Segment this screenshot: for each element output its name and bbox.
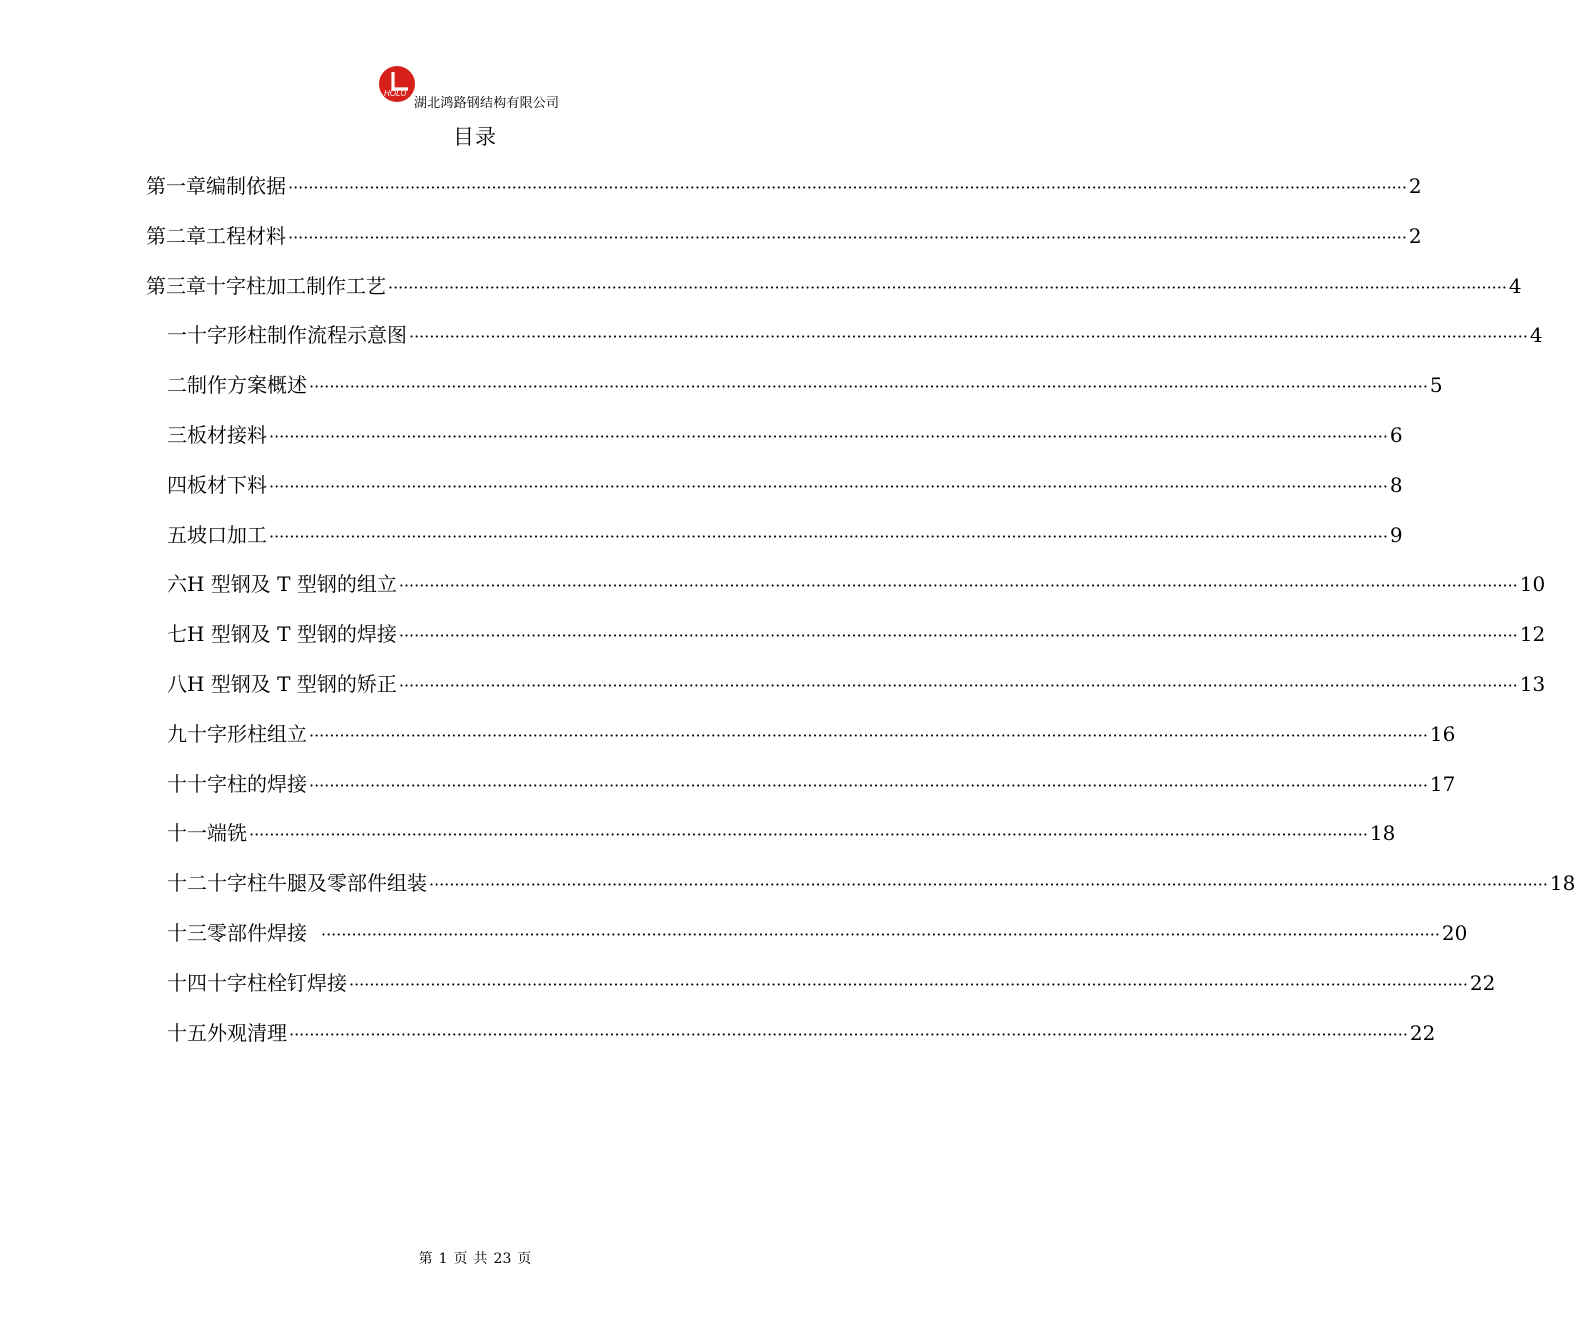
toc-leader-dots: ···························································································································································································································· <box>409 327 1528 346</box>
toc-entry[interactable] <box>146 271 1522 301</box>
toc-entry-number: 十三 <box>167 921 207 945</box>
toc-entry-number: 十一 <box>167 821 207 845</box>
toc-entry-title: 十字形柱组立 <box>187 722 307 746</box>
toc-entry-page: 6 <box>1389 423 1403 447</box>
toc-entry[interactable] <box>167 370 1443 400</box>
toc-entry[interactable] <box>167 818 1396 848</box>
toc-entry-page: 18 <box>1549 871 1575 895</box>
toc-entry-number: 十二 <box>167 871 207 895</box>
toc-leader-dots: ···························································································································································································································· <box>321 925 1440 944</box>
toc-entry-number: 七 <box>167 622 187 646</box>
toc-entry-title: 十字柱加工制作工艺 <box>206 274 386 298</box>
company-name: 湖北鸿路钢结构有限公司 <box>414 96 560 111</box>
toc-leader-dots: ···························································································································································································································· <box>309 377 1428 396</box>
toc-entry[interactable] <box>167 719 1456 749</box>
toc-entry-page: 13 <box>1519 672 1546 696</box>
toc-entry-number: 二 <box>167 373 187 397</box>
toc-entry-title: 板材下料 <box>187 473 267 497</box>
toc-leader-dots: ···························································································································································································································· <box>398 626 1518 645</box>
toc-entry-title: 零部件焊接 <box>207 921 307 945</box>
toc-entry-title: 端铣 <box>207 821 247 845</box>
toc-entry-page: 4 <box>1529 323 1543 347</box>
toc-entry-number: 第三章 <box>146 274 206 298</box>
toc-entry-page: 22 <box>1409 1021 1436 1045</box>
toc-entry-number: 一 <box>167 323 187 347</box>
toc-entry-page: 9 <box>1389 523 1403 547</box>
toc-entry-page: 16 <box>1429 722 1456 746</box>
page-footer <box>0 1248 950 1268</box>
toc-entry-title: 板材接料 <box>187 423 267 447</box>
footer-total-unit: 页 <box>517 1251 532 1267</box>
toc-entry[interactable] <box>146 171 1422 201</box>
toc-entry-number: 四 <box>167 473 187 497</box>
toc-entry[interactable] <box>146 221 1422 251</box>
toc-entry[interactable] <box>167 569 1546 599</box>
company-logo-icon <box>378 64 416 104</box>
toc-entry-number: 十五 <box>167 1021 207 1045</box>
toc-entry[interactable] <box>167 868 1575 898</box>
toc-entry[interactable] <box>167 520 1403 550</box>
toc-entry-title: 坡口加工 <box>187 523 267 547</box>
toc-entry-page: 2 <box>1408 224 1422 248</box>
toc-entry-number: 第一章 <box>146 174 206 198</box>
toc-entry-title: 十字柱的焊接 <box>187 772 307 796</box>
footer-current-page: 1 <box>438 1251 448 1267</box>
toc-entry-page: 17 <box>1429 772 1456 796</box>
logo-text: HOLU <box>384 89 407 98</box>
footer-total-label: 共 <box>473 1251 488 1267</box>
page-header <box>378 64 578 111</box>
toc-leader-dots: ···························································································································································································································· <box>269 477 1388 496</box>
toc-entry[interactable] <box>167 968 1496 998</box>
toc-entry-number: 九 <box>167 722 187 746</box>
toc-entry-page: 18 <box>1369 821 1396 845</box>
toc-leader-dots: ···························································································································································································································· <box>429 875 1548 894</box>
toc-entry-title: H 型钢及 T 型钢的矫正 <box>187 672 397 696</box>
toc-entry-title: 编制依据 <box>206 174 286 198</box>
toc-entry-page: 12 <box>1519 622 1546 646</box>
toc-entry-title: 十字柱栓钉焊接 <box>207 971 347 995</box>
toc-entry[interactable] <box>167 769 1456 799</box>
toc-entry[interactable] <box>167 669 1546 699</box>
toc-leader-dots: ···························································································································································································································· <box>288 178 1407 197</box>
footer-page-unit: 页 <box>453 1251 468 1267</box>
toc-leader-dots: ···························································································································································································································· <box>309 776 1428 795</box>
toc-leader-dots: ···························································································································································································································· <box>288 228 1407 247</box>
toc-entry-page: 10 <box>1519 572 1546 596</box>
toc-entry[interactable] <box>167 619 1546 649</box>
footer-total-pages: 23 <box>493 1251 512 1267</box>
toc-entry-title: 工程材料 <box>206 224 286 248</box>
toc-entry-page: 8 <box>1389 473 1403 497</box>
toc-entry-title: 外观清理 <box>207 1021 287 1045</box>
toc-entry-title: H 型钢及 T 型钢的组立 <box>187 572 397 596</box>
toc-entry-page: 22 <box>1469 971 1496 995</box>
toc-leader-dots: ···························································································································································································································· <box>289 1025 1408 1044</box>
toc-leader-dots: ···························································································································································································································· <box>398 676 1518 695</box>
toc-entry-number: 八 <box>167 672 187 696</box>
toc-leader-dots: ···························································································································································································································· <box>269 527 1388 546</box>
toc-entry-title: 十字形柱制作流程示意图 <box>187 323 407 347</box>
toc-entry-page: 5 <box>1429 373 1443 397</box>
toc-leader-dots: ···························································································································································································································· <box>349 975 1468 994</box>
footer-page-label: 第 <box>418 1251 433 1267</box>
toc-entry-page: 2 <box>1408 174 1422 198</box>
toc-entry-title: 制作方案概述 <box>187 373 307 397</box>
toc-entry[interactable] <box>167 918 1468 948</box>
toc-entry-number: 十四 <box>167 971 207 995</box>
toc-entry-number: 十 <box>167 772 187 796</box>
toc-entry[interactable] <box>167 470 1403 500</box>
toc-entry-title: H 型钢及 T 型钢的焊接 <box>187 622 397 646</box>
toc-leader-dots: ···························································································································································································································· <box>309 726 1428 745</box>
toc-leader-dots: ···························································································································································································································· <box>249 825 1368 844</box>
toc-leader-dots: ···························································································································································································································· <box>388 278 1507 297</box>
toc-entry-number: 三 <box>167 423 187 447</box>
page-title: 目录 <box>453 125 497 149</box>
toc-leader-dots: ···························································································································································································································· <box>269 427 1388 446</box>
toc-entry[interactable] <box>167 420 1403 450</box>
toc-entry-number: 六 <box>167 572 187 596</box>
toc-entry[interactable] <box>167 320 1543 350</box>
toc-entry-title: 十字柱牛腿及零部件组装 <box>207 871 427 895</box>
toc-entry-number: 五 <box>167 523 187 547</box>
toc-entry-page: 4 <box>1508 274 1522 298</box>
toc-entry-page: 20 <box>1441 921 1468 945</box>
toc-entry-number: 第二章 <box>146 224 206 248</box>
toc-leader-dots: ···························································································································································································································· <box>398 576 1518 595</box>
toc-entry[interactable] <box>167 1018 1436 1048</box>
